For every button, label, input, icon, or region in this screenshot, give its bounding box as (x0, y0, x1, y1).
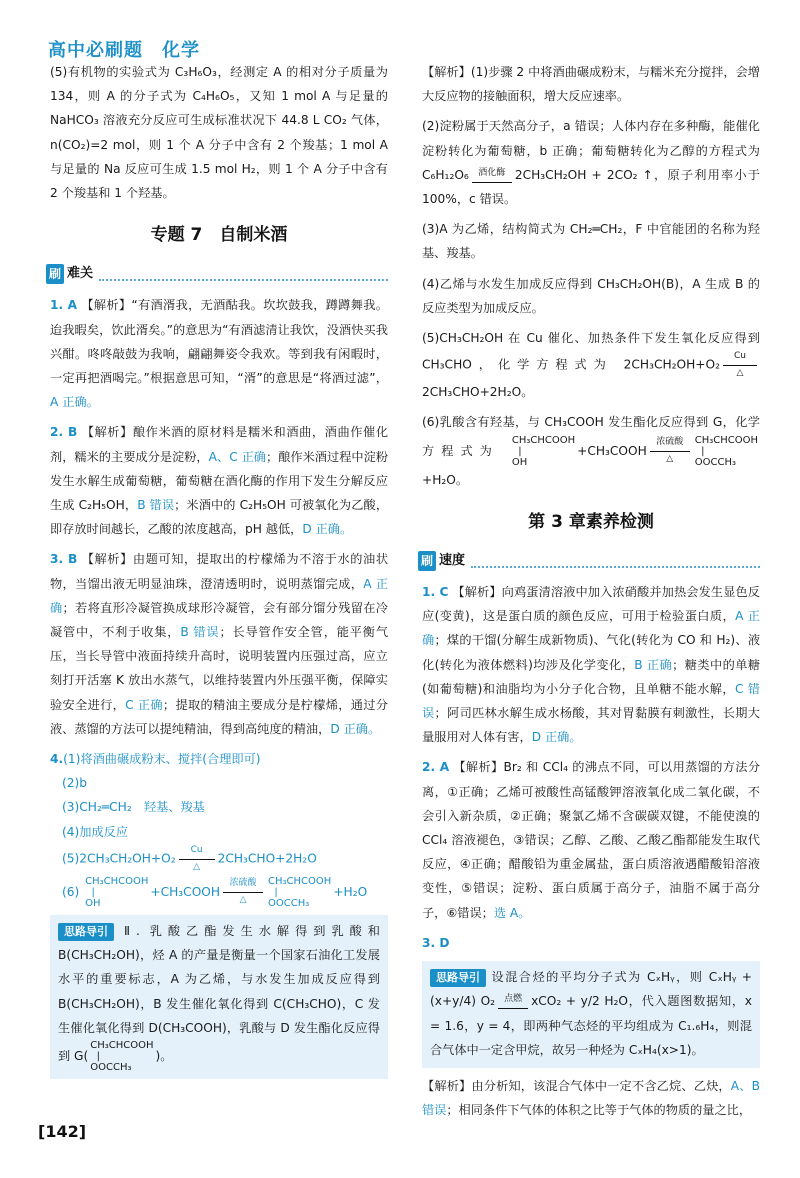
book-title: 高中必刷题 化学 (48, 40, 200, 61)
answer-highlight: A、C 正确 (208, 449, 266, 464)
hint-box (50, 915, 388, 1079)
answer-text: 【解析】向鸡蛋清溶液中加入浓硝酸并加热会发生显色反应(变黄)，这是蛋白质的颜色反应，可用于检验蛋白质， (422, 585, 760, 624)
section-header-sudu (418, 548, 760, 574)
answer-highlight: D 正确。 (330, 721, 381, 736)
structural-formula: CH₃CHCOOH | OOCCH₃ (694, 434, 759, 468)
equation-label: (6) (62, 884, 80, 899)
answer-s3 (422, 931, 760, 955)
hint-box (422, 961, 760, 1068)
answer-text: 【解析】由题可知，提取出的柠檬烯为不溶于水的油状物，当馏出液无明显油珠，澄清透明时，说明蒸馏完成， (50, 552, 389, 591)
answer-text: ；米酒中的 C₂H₅OH 可被氧化为乙酸，即存放时间越长，乙酸的浓度越高，pH 越低， (50, 498, 389, 537)
answer-highlight: C 正确 (125, 697, 163, 712)
hint-text: Ⅱ. 乳酸乙酯发生水解得到乳酸和 B(CH₃CH₂OH)，烃 A 的产量是衡量一个国家石油化工发展水平的重要标志，A 为乙烯，与水发生加成反应得到 B(CH₃CH₂OH)，B 发生催化氧化得到 C(CH₃CHO)，C 发生催化氧化得到 D(CH₃COOH)，乳酸与 D 发生酯化反应得到 G( (58, 923, 380, 1063)
answer-text: 【解析】“有酒湑我，无酒酤我。坎坎鼓我，蹲蹲舞我。迨我暇矣，饮此湑矣。”的意思为“有酒滤清让我饮，没酒快买我兴酣。咚咚敲鼓为我响，翩翩舞姿令我欢。等到我有闲暇时，一定再把酒喝完。”根据意思可知，“湑”的意思是“将酒过滤”， (50, 298, 388, 386)
question-number: 2. B (50, 425, 78, 440)
structural-formula: CH₃CHCOOH | OH (85, 875, 149, 909)
explanation-1: 【解析】(1)步骤 2 中将酒曲碾成粉末，与糯米充分搅拌，会增大反应物的接触面积，增大反应速率。 (422, 65, 760, 104)
explanation-text: (5)CH₃CH₂OH 在 Cu 催化、加热条件下发生氧化反应得到 CH₃CHO，化学方程式为 2CH₃CH₂OH+O₂ (422, 331, 760, 372)
question-number: 3. B (50, 552, 78, 567)
page-number: [142] (38, 1122, 87, 1141)
section-tag: 刷 (46, 264, 64, 284)
hint-text: 设混合烃的平均分子式为 CₓHᵧ，则 CₓHᵧ + (490, 970, 752, 985)
answer-highlight: 选 A。 (493, 905, 531, 920)
explanation-text: (2)淀粉属于天然高分子，a 错误；人体内存在多种酶，能催化淀粉转化为葡萄糖，b 正确；葡萄糖转化为乙醇的方程式为 (422, 119, 760, 158)
product: +H₂O (333, 884, 368, 899)
answer-highlight: B 错误 (137, 498, 175, 513)
sub-answer: (4)加成反应 (62, 824, 129, 839)
answer-text: ；煤的干馏(分解生成新物质)、气化(转化为 CO 和 H₂)、液化(转化为液体燃料)均涉及化学变化， (422, 633, 761, 672)
answer-text: 【解析】由分析知，该混合气体中一定不含乙烷、乙炔， (422, 1078, 731, 1093)
answer-highlight: A 正确。 (50, 395, 99, 410)
equation-lhs: C₆H₁₂O₆ (422, 167, 469, 182)
answer-highlight: A、B 错误 (422, 1078, 761, 1118)
question-number: 1. C (422, 585, 449, 600)
question-number: 3. D (422, 935, 450, 950)
explanation-text: 100%，c 错误。 (422, 192, 517, 207)
reactant: +CH₃COOH (577, 443, 647, 458)
reaction-arrow: Cu △ (179, 844, 215, 874)
answer-s2 (422, 755, 760, 924)
explanation-5 (422, 326, 760, 404)
explanation-text: 2CH₃CHO+2H₂O。 (422, 385, 534, 400)
reaction-arrow: 点燃 (498, 993, 528, 1010)
answer-text: 【解析】酿作米酒的原材料是糯米和酒曲，酒曲作催化剂，糯米的主要成分是淀粉， (50, 425, 389, 464)
question-number: 2. A (422, 760, 450, 775)
hint-text: (x+y/4) O₂ (430, 994, 496, 1009)
product: +H₂O。 (422, 472, 469, 487)
dotted-divider (471, 554, 760, 568)
explanation-text: (6)乳酸含有羟基，与 CH₃COOH 发生酯化反应得到 G，化学方程式为 (422, 415, 760, 458)
right-column (422, 60, 760, 1128)
question-number: 4. (50, 752, 64, 767)
sub-answer: (1)将酒曲碾成粉末、搅拌(合理即可) (63, 752, 261, 767)
reaction-arrow: 浓硫酸 △ (223, 877, 263, 907)
equation-rhs: 2CH₃CHO+2H₂O (217, 851, 317, 866)
answer-1 (50, 293, 388, 414)
answer-4 (50, 747, 388, 909)
question-number: 1. A (50, 298, 78, 313)
answer-text: ；相同条件下气体的体积之比等于气体的物质的量之比， (446, 1103, 752, 1118)
answer-highlight: D 正确。 (302, 522, 353, 537)
reaction-arrow: 浓硫酸 △ (650, 436, 690, 466)
equation-6 (50, 876, 388, 909)
answer-text: ；长导管作安全管，能平衡气压，当长导管中液面持续升高时，说明装置内压强过高，应立刻打开活塞 K 放出水蒸气，以维持装置内外压强平衡，保障实验安全进行， (50, 625, 389, 712)
answer-text: ；提取的精油主要成分是柠檬烯，通过分液、蒸馏的方法可以提纯精油，得到高纯度的精油， (50, 697, 389, 736)
reaction-arrow: 酒化酶 (472, 167, 512, 184)
intro-paragraph: (5)有机物的实验式为 C₃H₆O₃，经测定 A 的相对分子质量为 134，则 A 的分子式为 C₄H₆O₅，又知 1 mol A 与足量的 NaHCO₃ 溶液充分反应可生成标准状况下 44.8 L CO₂ 气体，n(CO₂)=2 mol，则 1 个 A 分子中含有 2 个羧基；1 mol A 与足量的 Na 反应可生成 1.5 mol H₂，则 1 个 A 分子中含有 2 个羧基和 1 个羟基。 (50, 65, 388, 201)
answer-s3-analysis (422, 1074, 760, 1122)
answer-highlight: A 正确 (50, 576, 389, 615)
answer-text: ；糖类中的单糖(如葡萄糖)和油脂均为小分子化合物，且单糖不能水解， (422, 657, 761, 696)
explanation-3: (3)A 为乙烯，结构简式为 CH₂═CH₂，F 中官能团的名称为羟基、羧基。 (422, 222, 760, 261)
section-tag: 刷 (418, 551, 436, 571)
answer-2 (50, 420, 388, 541)
structural-formula: CH₃CHCOOH | OOCCH₃ (268, 875, 332, 909)
equation-5 (50, 844, 388, 874)
equation-rhs: 2CH₃CH₂OH + 2CO₂ ↑，原子利用率小于 (514, 167, 760, 182)
section-header-nanguan (46, 261, 388, 287)
hint-text: )。 (155, 1048, 173, 1063)
answer-text: ；酿作米酒过程中淀粉发生水解生成葡萄糖，葡萄糖在酒化酶的作用下发生分解反应生成 C₂H₅OH， (50, 449, 389, 513)
sub-answer: (3)CH₂═CH₂ 羟基、羧基 (62, 800, 205, 815)
structural-formula: CH₃CHCOOH | OOCCH₃ (90, 1039, 154, 1073)
answer-s1 (422, 580, 760, 749)
explanation-2 (422, 114, 760, 211)
left-column (50, 60, 388, 1079)
hint-tag: 思路导引 (58, 923, 114, 941)
equation-lhs: (5)2CH₃CH₂OH+O₂ (62, 851, 176, 866)
section-title: 难关 (67, 266, 94, 282)
answer-highlight: B 正确 (634, 657, 673, 672)
hint-tag: 思路导引 (430, 969, 486, 987)
chapter-title-ch3: 第 3 章素养检测 (528, 511, 654, 532)
section-title: 速度 (439, 552, 466, 568)
answer-text: 【解析】Br₂ 和 CCl₄ 的沸点不同，可以用蒸馏的方法分离，①正确；乙烯可被酸性高锰酸钾溶液氧化成二氧化碳，不会引入新杂质，②正确；聚氯乙烯不含碳碳双键，不能使溴的 CCl₄ 溶液褪色，③错误；乙醇、乙酸、乙酸乙酯都能发生取代反应，④正确；醋酸铅为重金属盐，蛋白质溶液遇醋酸铅溶液变性，⑤错误；淀粉、蛋白质属于高分子，油脂不属于高分子，⑥错误； (422, 760, 761, 920)
sub-answer: (2)b (62, 776, 87, 791)
hint-text: xCO₂ + y/2 H₂O，代入题图数据知，x = 1.6，y = 4，即两种气态烃的平均组成为 C₁.₆H₄，则混合气体中一定含甲烷，故另一种烃为 CₓH₄(x>1)。 (430, 994, 752, 1057)
answer-text: ；若将直形冷凝管换成球形冷凝管，会有部分馏分残留在冷凝管中，不利于收集， (50, 600, 388, 640)
reactant: +CH₃COOH (150, 884, 221, 899)
answer-3 (50, 547, 388, 741)
explanation-6 (422, 410, 760, 491)
explanation-4: (4)乙烯与水发生加成反应得到 CH₃CH₂OH(B)，A 生成 B 的反应类型为加成反应。 (422, 276, 760, 315)
answer-highlight: B 错误 (180, 625, 220, 640)
answer-highlight: D 正确。 (531, 730, 582, 745)
answer-highlight: C 错误 (422, 681, 760, 721)
structural-formula: CH₃CHCOOH | OH (511, 434, 576, 468)
dotted-divider (99, 267, 388, 281)
answer-highlight: A 正确 (422, 609, 760, 648)
answer-text: ；阿司匹林水解生成水杨酸，其对胃黏膜有刺激性，长期大量服用对人体有害， (422, 706, 760, 745)
chapter-title-topic7: 专题 7 自制米酒 (150, 225, 288, 246)
reaction-arrow: Cu △ (723, 350, 757, 380)
